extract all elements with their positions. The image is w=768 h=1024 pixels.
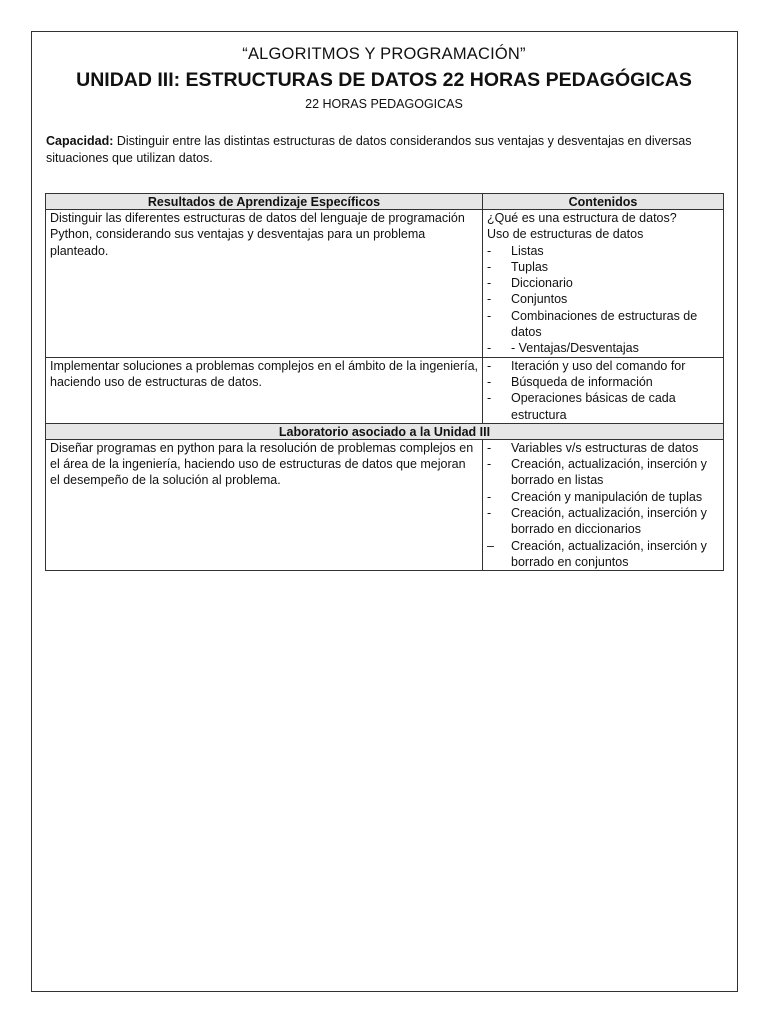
hours-subtitle: 22 HORAS PEDAGOGICAS <box>305 97 463 111</box>
learning-outcomes-table <box>45 193 724 571</box>
list-item: - Diccionario <box>487 276 573 291</box>
header-resultados: Resultados de Aprendizaje Específicos <box>46 194 483 210</box>
contenido-intro: ¿Qué es una estructura de datos? <box>487 211 677 225</box>
table-row <box>46 357 724 423</box>
contenido-intro: Uso de estructuras de datos <box>487 227 644 242</box>
list-item: - Variables v/s estructuras de datos <box>487 440 699 455</box>
capacidad-paragraph <box>46 133 722 167</box>
list-item: - Creación y manipulación de tuplas <box>487 489 703 504</box>
list-item: - - Ventajas/Desventajas <box>487 341 639 356</box>
contenidos-cell <box>483 210 724 358</box>
capacidad-text: Distinguir entre las distintas estructuras de datos considerandos sus ventajas y desventajas en diversas situaciones que utilizan datos. <box>46 134 692 165</box>
resultado-cell: Implementar soluciones a problemas complejos en el ámbito de la ingeniería, haciendo uso de estructuras de datos. <box>46 357 483 423</box>
list-item: - Listas <box>487 243 544 258</box>
resultado-cell: Distinguir las diferentes estructuras de datos del lenguaje de programación Python, considerando sus ventajas y desventajas para un problema planteado. <box>46 210 483 358</box>
capacidad-label: Capacidad: <box>46 134 114 148</box>
list-item: - Tuplas <box>487 259 549 274</box>
list-item: - Búsqueda de información <box>487 374 653 389</box>
table-row <box>46 210 724 358</box>
resultado-cell: Diseñar programas en python para la resolución de problemas complejos en el área de la ingeniería, haciendo uso de estructuras de datos que mejoran el desempeño de la solución al problema. <box>46 439 483 570</box>
list-item: - Creación, actualización, inserción y borrado en listas <box>487 457 707 488</box>
list-item: - Combinaciones de estructuras de datos <box>487 308 698 340</box>
contenido-list <box>487 440 719 570</box>
unit-title: UNIDAD III: ESTRUCTURAS DE DATOS 22 HORAS PEDAGÓGICAS <box>76 69 692 91</box>
contenidos-cell <box>483 439 724 570</box>
lab-header: Laboratorio asociado a la Unidad III <box>46 423 724 439</box>
lab-header-row <box>46 423 724 439</box>
list-item: - Conjuntos <box>487 292 568 307</box>
list-item: - Operaciones básicas de cada estructura <box>487 391 676 422</box>
contenido-list <box>487 358 719 423</box>
header-contenidos: Contenidos <box>483 194 724 210</box>
contenidos-cell <box>483 357 724 423</box>
list-item: - Creación, actualización, inserción y borrado en diccionarios <box>487 506 707 537</box>
table-header-row <box>46 194 724 210</box>
contenido-list <box>487 243 719 357</box>
table-row <box>46 439 724 570</box>
course-title: “ALGORITMOS Y PROGRAMACIÓN” <box>242 45 526 63</box>
list-item: – Creación, actualización, inserción y borrado en conjuntos <box>487 538 707 569</box>
list-item: - Iteración y uso del comando for <box>487 358 686 373</box>
